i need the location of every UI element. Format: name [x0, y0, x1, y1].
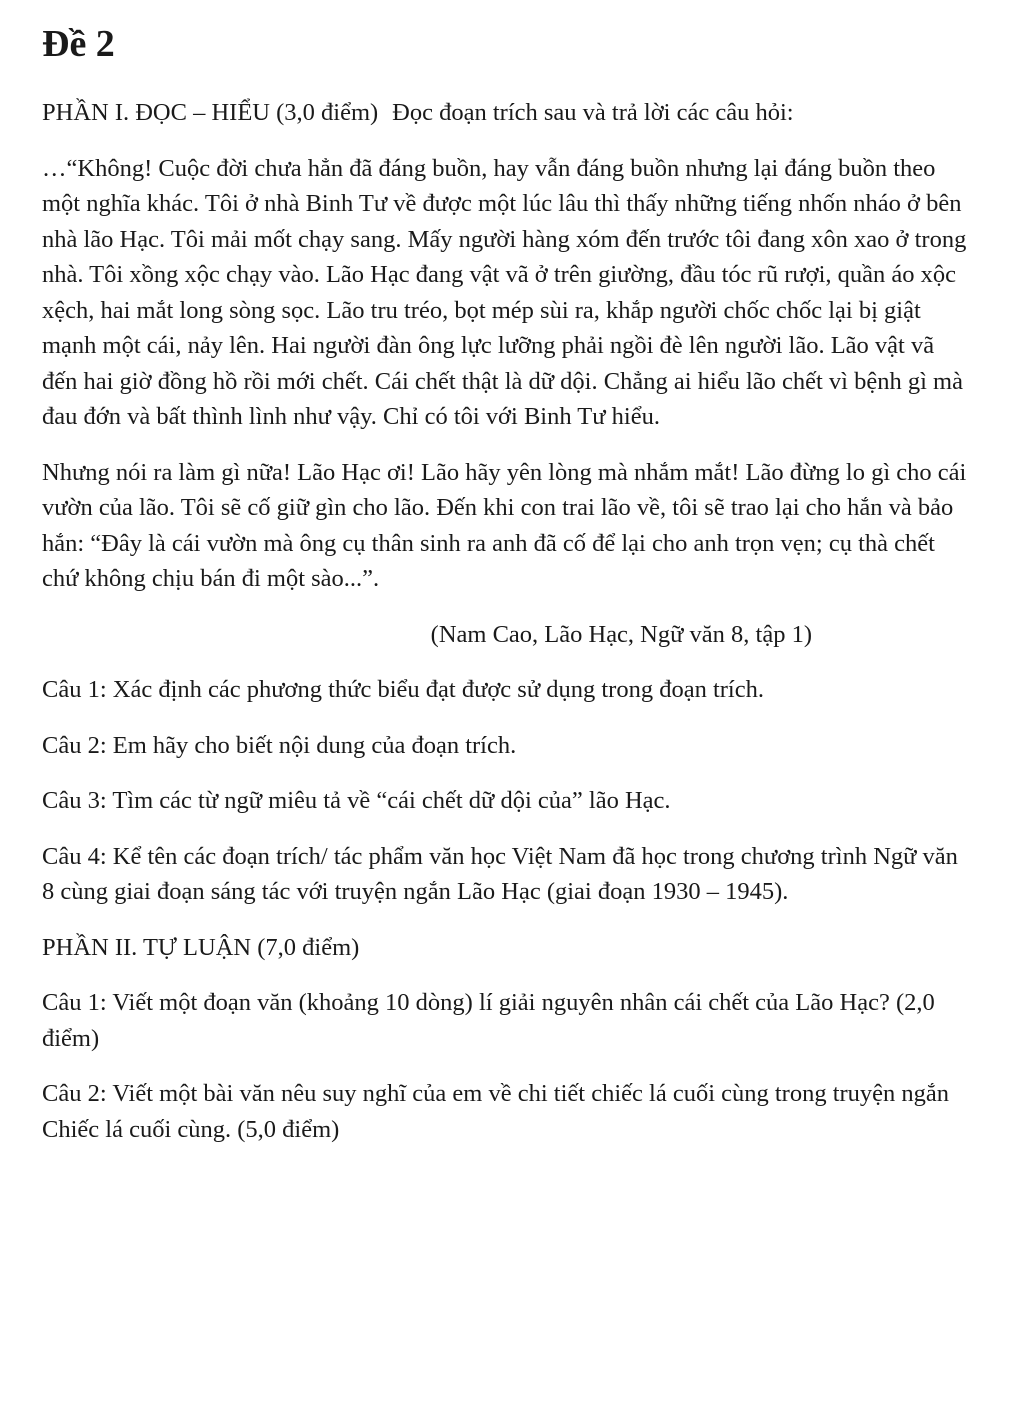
passage-paragraph-2: Nhưng nói ra làm gì nữa! Lão Hạc ơi! Lão hãy yên lòng mà nhắm mắt! Lão đừng lo gì cho cái vườn của lão. Tôi sẽ cố giữ gìn cho lão. Đến khi con trai lão về, tôi sẽ trao lại cho hắn và bảo hắn: “Đây là cái vườn mà ông cụ thân sinh ra anh đã cố để lại cho anh trọn vẹn; cụ thà chết chứ không chịu bán đi một sào...”. [42, 458, 967, 592]
part1-heading: PHẦN I. ĐỌC – HIỂU (3,0 điểm) [42, 99, 379, 126]
passage-source: (Nam Cao, Lão Hạc, Ngữ văn 8, tập 1) [430, 620, 812, 648]
part1-heading-line [42, 95, 972, 131]
part1-question-4: Câu 4: Kể tên các đoạn trích/ tác phẩm văn học Việt Nam đã học trong chương trình Ngữ văn 8 cùng giai đoạn sáng tác với truyện ngắn Lão Hạc (giai đoạn 1930 – 1945). [42, 842, 958, 905]
part1-question-2: Câu 2: Em hãy cho biết nội dung của đoạn trích. [42, 731, 517, 759]
part1-instruction: Đọc đoạn trích sau và trả lời các câu hỏi: [392, 99, 794, 126]
part1-question-1: Câu 1: Xác định các phương thức biểu đạt được sử dụng trong đoạn trích. [42, 676, 764, 703]
part1-question-3: Câu 3: Tìm các từ ngữ miêu tả về “cái chết dữ dội của” lão Hạc. [42, 787, 671, 814]
passage-paragraph-1: …“Không! Cuộc đời chưa hẳn đã đáng buồn, hay vẫn đáng buồn nhưng lại đáng buồn theo một nghĩa khác. Tôi ở nhà Binh Tư về được một lúc lâu thì thấy những tiếng nhốn nháo ở bên nhà lão Hạc. Tôi mải mốt chạy sang. Mấy người hàng xóm đến trước tôi đang xôn xao ở trong nhà. Tôi xồng xộc chạy vào. Lão Hạc đang vật vã ở trên giường, đầu tóc rũ rượi, quần áo xộc xệch, hai mắt long sòng sọc. Lão tru tréo, bọt mép sùi ra, khắp người chốc chốc lại bị giật mạnh một cái, nảy lên. Hai người đàn ông lực lưỡng phải ngồi đè lên người lão. Lão vật vã đến hai giờ đồng hồ rồi mới chết. Cái chết thật là dữ dội. Chẳng ai hiểu lão chết vì bệnh gì mà đau đớn và bất thình lình như vậy. Chỉ có tôi với Binh Tư hiểu. [42, 154, 967, 430]
exam-title: Đề 2 [42, 23, 115, 65]
part2-question-1: Câu 1: Viết một đoạn văn (khoảng 10 dòng) lí giải nguyên nhân cái chết của Lão Hạc? (2,0 điểm) [42, 989, 935, 1052]
part2-question-2: Câu 2: Viết một bài văn nêu suy nghĩ của em về chi tiết chiếc lá cuối cùng trong truyện ngắn Chiếc lá cuối cùng. (5,0 điểm) [42, 1080, 950, 1143]
part2-heading: PHẦN II. TỰ LUẬN (7,0 điểm) [42, 933, 360, 961]
